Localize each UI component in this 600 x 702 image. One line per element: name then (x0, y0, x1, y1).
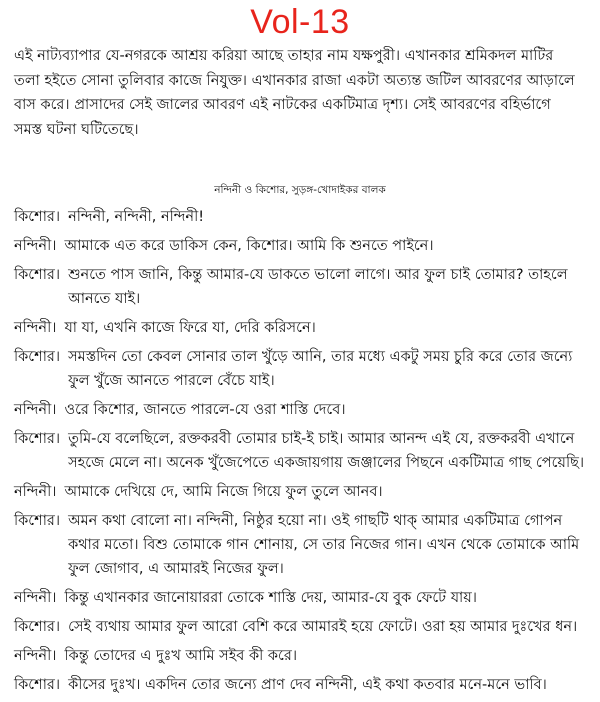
speech-text: নন্দিনী, নন্দিনী, নন্দিনী! (68, 209, 205, 225)
speech-text: ওরে কিশোর, জানতে পারলে-যে ওরা শাস্তি দেবে। (64, 402, 346, 418)
intro-line: তলা হইতে সোনা তুলিবার কাজে নিযুক্ত। এখানকার রাজা একটা অত্যন্ত জটিল আবরণের আড়ালে (14, 72, 575, 89)
scene-heading: নন্দিনী ও কিশোর, সুড়ঙ্গ-খোদাইকর বালক (214, 184, 386, 196)
speech-text: যা যা, এখনি কাজে ফিরে যা, দেরি করিসনে। (64, 320, 316, 336)
dialogue-turn (14, 263, 590, 311)
speaker-name: নন্দিনী। (14, 238, 57, 254)
speech-text: অমন কথা বোলো না। নন্দিনী, নিষ্ঠুর হয়ো না। ওই গাছটি থাক্ আমার একটিমাত্র গোপন কথার মতো। বিশু তোমাকে গান শোনায়, সে তার নিজের গান। এখন থেকে তোমাকে আমি ফুল জোগাব, এ আমারই নিজের ফুল। (68, 513, 580, 577)
dialogue-turn (14, 673, 590, 697)
dialogue-turn (14, 205, 590, 229)
speaker-name: কিশোর। (14, 209, 61, 225)
intro-line: বাস করে। প্রাসাদের সেই জালের আবরণ এই নাটকের একটিমাত্র দৃশ্য। সেই আবরণের বহির্ভাগে (14, 97, 551, 113)
speech-text: শুনতে পাস জানি, কিন্তু আমার-যে ডাকতে ভালো লাগে। আর ফুল চাই তোমার? তাহলে আনতে যাই। (68, 267, 568, 307)
dialogue-turn (14, 316, 590, 340)
speech-text: আমাকে দেখিয়ে দে, আমি নিজে গিয়ে ফুল তুলে আনব। (64, 484, 383, 500)
dialogue-turn (14, 398, 590, 422)
dialogue-turn (14, 586, 590, 610)
speech-text: তুমি-যে বলেছিলে, রক্তকরবী তোমার চাই-ই চাই। আমার আনন্দ এই যে, রক্তকরবী এখানে সহজে মেলে না। অনেক খুঁজেপেতে একজায়গায় জঞ্জালের পিছনে একটিমাত্র গাছ পেয়েছি। (68, 431, 585, 471)
speaker-name: কিশোর। (14, 513, 61, 529)
speaker-name: নন্দিনী। (14, 320, 57, 336)
speaker-name: নন্দিনী। (14, 402, 57, 418)
speech-text: আমাকে এত করে ডাকিস কেন, কিশোর। আমি কি শুনতে পাইনে। (64, 238, 434, 254)
speech-text: কিন্তু তোদের এ দুঃখ আমি সইব কী করে। (64, 648, 298, 664)
dialogue-turn (14, 427, 590, 475)
speech-text: সেই ব্যথায় আমার ফুল আরো বেশি করে আমারই হয়ে ফোটে। ওরা হয় আমার দুঃখের ধন। (68, 619, 578, 635)
intro-line: এই নাট্যব্যাপার যে-নগরকে আশ্রয় করিয়া আছে তাহার নাম যক্ষপুরী। এখানকার শ্রমিকদল মাটির (14, 48, 554, 64)
speech-text: কিন্তু এখানকার জানোয়াররা তোকে শাস্তি দেয়, আমার-যে বুক ফেটে যায়। (64, 590, 477, 606)
intro-paragraph (14, 44, 586, 142)
speech-text: কীসের দুঃখ। একদিন তোর জন্যে প্রাণ দেব নন্দিনী, এই কথা কতবার মনে-মনে ভাবি। (68, 677, 547, 693)
speaker-name: নন্দিনী। (14, 648, 57, 664)
speaker-name: নন্দিনী। (14, 590, 57, 606)
dialogue-turn (14, 234, 590, 258)
page-title: Vol-13 (250, 3, 350, 41)
speaker-name: কিশোর। (14, 267, 61, 283)
speaker-name: কিশোর। (14, 677, 61, 693)
dialogue (14, 205, 590, 702)
speaker-name: কিশোর। (14, 431, 61, 447)
speech-text: সমস্তদিন তো কেবল সোনার তাল খুঁড়ে আনি, তার মধ্যে একটু সময় চুরি করে তোর জন্যে ফুল খুঁজে আনতে পারলে বেঁচে যাই। (68, 349, 573, 389)
speaker-name: নন্দিনী। (14, 484, 57, 500)
dialogue-turn (14, 345, 590, 393)
speaker-name: কিশোর। (14, 619, 61, 635)
dialogue-turn (14, 644, 590, 668)
dialogue-turn (14, 615, 590, 639)
speaker-name: কিশোর। (14, 349, 61, 365)
dialogue-turn (14, 509, 590, 581)
dialogue-turn (14, 480, 590, 504)
intro-line: সমস্ত ঘটনা ঘটিতেছে। (14, 121, 139, 138)
